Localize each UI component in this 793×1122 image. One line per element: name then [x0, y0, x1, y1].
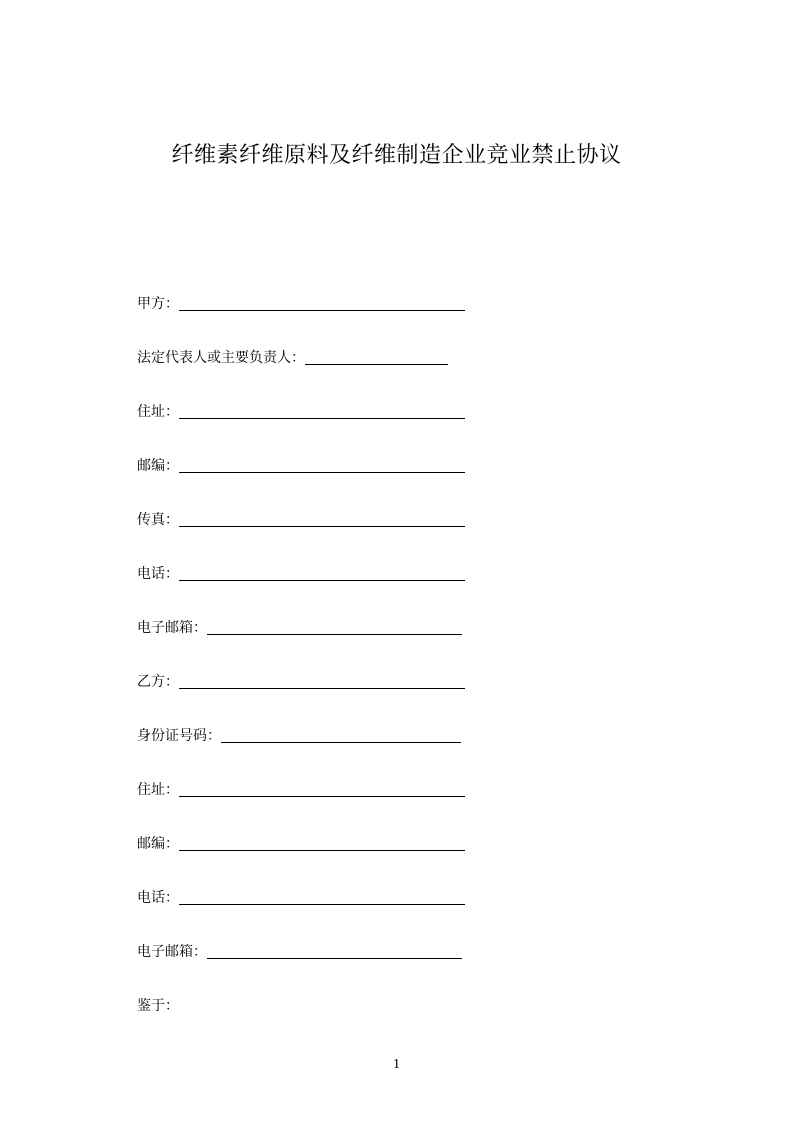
party-b-phone-blank-line[interactable]: [179, 903, 465, 905]
party-a-postcode-blank-line[interactable]: [179, 471, 465, 473]
party-a-label: 甲方：: [137, 296, 179, 312]
party-a-email-blank-line[interactable]: [207, 633, 462, 635]
party-a-blank-line[interactable]: [179, 309, 465, 311]
party-b-postcode-blank-line[interactable]: [179, 849, 465, 851]
party-a-phone-blank-line[interactable]: [179, 579, 465, 581]
party-b-label: 乙方：: [137, 674, 179, 690]
party-b-email-blank-line[interactable]: [207, 957, 462, 959]
party-b-phone-label: 电话：: [137, 890, 179, 906]
party-b-address-field: [137, 772, 465, 800]
party-b-email-field: [137, 934, 462, 962]
party-b-address-blank-line[interactable]: [179, 795, 465, 797]
party-a-email-field: [137, 610, 462, 638]
id-number-field: [137, 718, 461, 746]
id-number-label: 身份证号码：: [137, 728, 221, 744]
party-b-address-label: 住址：: [137, 782, 179, 798]
party-a-fax-blank-line[interactable]: [179, 525, 465, 527]
legal-representative-label: 法定代表人或主要负责人：: [137, 350, 305, 366]
party-a-phone-label: 电话：: [137, 566, 179, 582]
whereas-field: [137, 988, 179, 1016]
party-b-postcode-field: [137, 826, 465, 854]
legal-representative-blank-line[interactable]: [305, 363, 448, 365]
party-b-blank-line[interactable]: [179, 687, 465, 689]
legal-representative-field: [137, 340, 448, 368]
party-a-fax-label: 传真：: [137, 512, 179, 528]
document-title: 纤维素纤维原料及纤维制造企业竞业禁止协议: [171, 143, 622, 168]
party-b-phone-field: [137, 880, 465, 908]
party-a-address-field: [137, 394, 465, 422]
page-number: 1: [393, 1057, 400, 1072]
party-b-email-label: 电子邮箱：: [137, 944, 207, 960]
party-a-email-label: 电子邮箱：: [137, 620, 207, 636]
party-a-address-blank-line[interactable]: [179, 417, 465, 419]
party-a-phone-field: [137, 556, 465, 584]
whereas-label: 鉴于：: [137, 998, 179, 1014]
party-b-field: [137, 664, 465, 692]
id-number-blank-line[interactable]: [221, 741, 461, 743]
party-a-postcode-field: [137, 448, 465, 476]
party-a-postcode-label: 邮编：: [137, 458, 179, 474]
party-a-fax-field: [137, 502, 465, 530]
party-a-address-label: 住址：: [137, 404, 179, 420]
party-a-field: [137, 286, 465, 314]
party-b-postcode-label: 邮编：: [137, 836, 179, 852]
